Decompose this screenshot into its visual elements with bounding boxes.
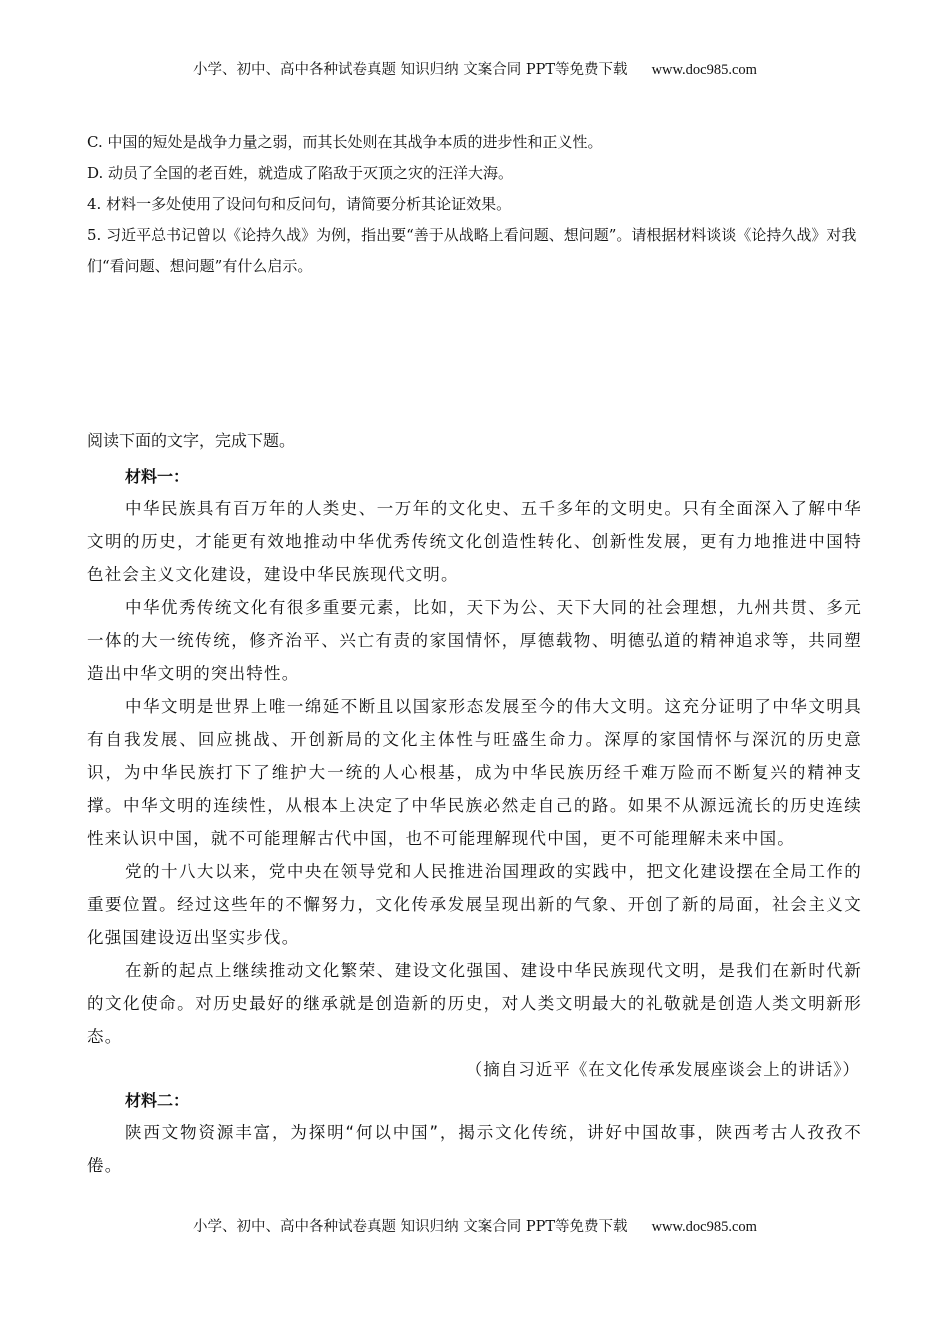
material-one-label: 材料一：	[125, 467, 190, 486]
header-url[interactable]: www.doc985.com	[651, 62, 757, 78]
material-one	[87, 462, 862, 1182]
footer-url[interactable]: www.doc985.com	[651, 1219, 757, 1235]
material-one-paragraph: 在新的起点上继续推动文化繁荣、建设文化强国、建设中华民族现代文明，是我们在新时代新的文化使命。对历史最好的继承就是创造新的历史，对人类文明最大的礼敬就是创造人类文明新形态。	[87, 961, 862, 1046]
question-block	[87, 127, 862, 282]
footer-text: 小学、初中、高中各种试卷真题 知识归纳 文案合同 PPT等免费下载	[193, 1219, 628, 1235]
material-one-paragraph: 中华优秀传统文化有很多重要元素，比如，天下为公、天下大同的社会理想，九州共贯、多元一体的大一统传统，修齐治平、兴亡有责的家国情怀，厚德载物、明德弘道的精神追求等，共同塑造出中华文明的突出特性。	[87, 598, 862, 683]
material-one-paragraph: 中华文明是世界上唯一绵延不断且以国家形态发展至今的伟大文明。这充分证明了中华文明具有自我发展、回应挑战、开创新局的文化主体性与旺盛生命力。深厚的家国情怀与深沉的历史意识，为中华民族打下了维护大一统的人心根基，成为中华民族历经千难万险而不断复兴的精神支撑。中华文明的连续性，从根本上决定了中华民族必然走自己的路。如果不从源远流长的历史连续性来认识中国，就不可能理解古代中国，也不可能理解现代中国，更不可能理解未来中国。	[87, 697, 862, 848]
option-d: D. 动员了全国的老百姓，就造成了陷敌于灭顶之灾的汪洋大海。	[87, 164, 514, 182]
page-footer	[0, 1215, 950, 1236]
question-5: 5. 习近平总书记曾以《论持久战》为例，指出要“善于从战略上看问题、想问题”。请根据材料谈谈《论持久战》对我们“看问题、想问题”有什么启示。	[87, 226, 857, 275]
material-one-citation: （摘自习近平《在文化传承发展座谈会上的讲话》）	[465, 1060, 860, 1079]
header-text: 小学、初中、高中各种试卷真题 知识归纳 文案合同 PPT等免费下载	[193, 62, 628, 78]
material-one-paragraph: 中华民族具有百万年的人类史、一万年的文化史、五千多年的文明史。只有全面深入了解中华文明的历史，才能更有效地推动中华优秀传统文化创造性转化、创新性发展，更有力地推进中国特色社会主义文化建设，建设中华民族现代文明。	[87, 499, 862, 584]
page-header	[0, 58, 950, 79]
material-two-label: 材料二：	[125, 1091, 190, 1110]
question-4: 4. 材料一多处使用了设问句和反问句，请简要分析其论证效果。	[87, 195, 512, 213]
option-c: C. 中国的短处是战争力量之弱，而其长处则在其战争本质的进步性和正义性。	[87, 133, 603, 151]
material-two-paragraph: 陕西文物资源丰富，为探明“何以中国”，揭示文化传统，讲好中国故事，陕西考古人孜孜不倦。	[87, 1123, 862, 1175]
material-one-paragraph: 党的十八大以来，党中央在领导党和人民推进治国理政的实践中，把文化建设摆在全局工作的重要位置。经过这些年的不懈努力，文化传承发展呈现出新的气象、开创了新的局面，社会主义文化强国建设迈出坚实步伐。	[87, 862, 862, 947]
reading-instruction: 阅读下面的文字，完成下题。	[87, 431, 296, 450]
